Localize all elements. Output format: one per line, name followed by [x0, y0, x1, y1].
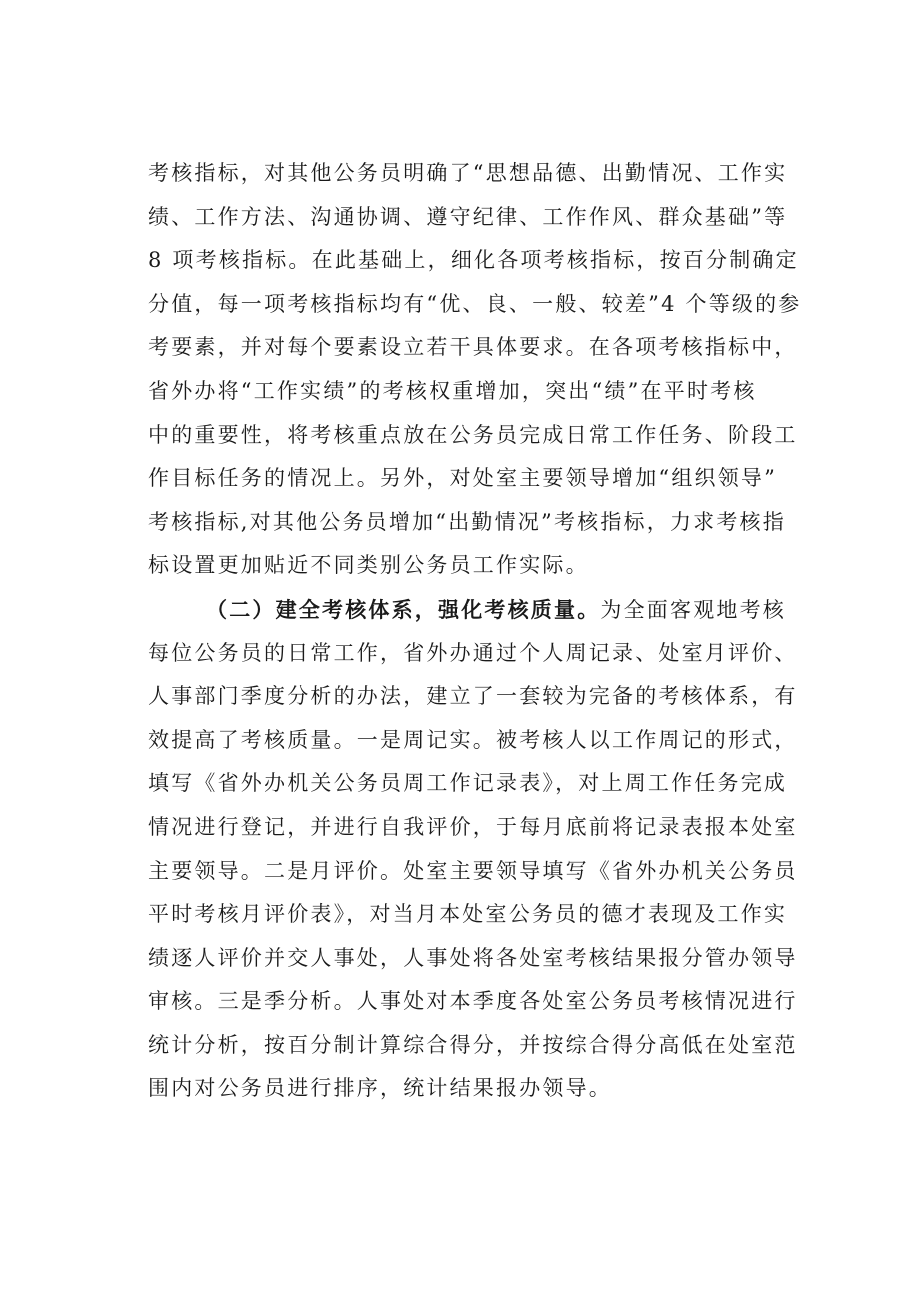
text-line: 考核指标,对其他公务员增加“出勤情况”考核指标，力求考核指: [148, 509, 786, 534]
text-line: 围内对公务员进行排序，统计结果报办领导。: [148, 1076, 612, 1101]
text-line: 8 项考核指标。在此基础上，细化各项考核指标，按百分制确定: [148, 248, 799, 273]
paragraph-assessment-indicators: [148, 152, 808, 588]
text-line: 作目标任务的情况上。另外，对处室主要领导增加“组织领导”: [148, 466, 778, 491]
text-line: 效提高了考核质量。一是周记实。被考核人以工作周记的形式，: [148, 727, 798, 752]
text-line: 绩、工作方法、沟通协调、遵守纪律、工作作风、群众基础”等: [148, 204, 788, 229]
text-line: 考核指标，对其他公务员明确了“思想品德、出勤情况、工作实: [148, 161, 788, 185]
text-line: 中的重要性，将考核重点放在公务员完成日常工作任务、阶段工: [148, 422, 798, 447]
text-line: 绩逐人评价并交人事处，人事处将各处室考核结果报分管办领导: [148, 945, 798, 970]
text-line: 统计分析，按百分制计算综合得分，并按综合得分高低在处室范: [148, 1032, 798, 1057]
text-line: 审核。三是季分析。人事处对本季度各处室公务员考核情况进行: [148, 989, 798, 1014]
text-line: 省外办将“工作实绩”的考核权重增加，突出“绩”在平时考核: [148, 378, 757, 403]
heading-continuation: 为全面客观地考核: [600, 597, 787, 622]
paragraph-first-line: [148, 588, 808, 632]
text-line: 每位公务员的日常工作，省外办通过个人周记录、处室月评价、: [148, 640, 798, 665]
paragraph-assessment-system: [148, 588, 808, 1111]
text-line: 情况进行登记，并进行自我评价，于每月底前将记录表报本处室: [148, 814, 798, 839]
body-text: [148, 152, 808, 1111]
text-line: 标设置更加贴近不同类别公务员工作实际。: [148, 553, 589, 578]
text-line: 填写《省外办机关公务员周工作记录表》，对上周工作任务完成: [148, 771, 788, 796]
text-line: 人事部门季度分析的办法，建立了一套较为完备的考核体系，有: [148, 684, 798, 709]
text-line: 平时考核月评价表》，对当月本处室公务员的德才表现及工作实: [148, 902, 788, 927]
text-line: 主要领导。二是月评价。处室主要领导填写《省外办机关公务员: [148, 858, 798, 883]
text-line: 分值，每一项考核指标均有“优、良、一般、较差”4 个等级的参: [148, 291, 802, 316]
section-heading: （二）建全考核体系，强化考核质量。: [206, 596, 601, 622]
text-line: 考要素，并对每个要素设立若干具体要求。在各项考核指标中，: [148, 335, 798, 360]
